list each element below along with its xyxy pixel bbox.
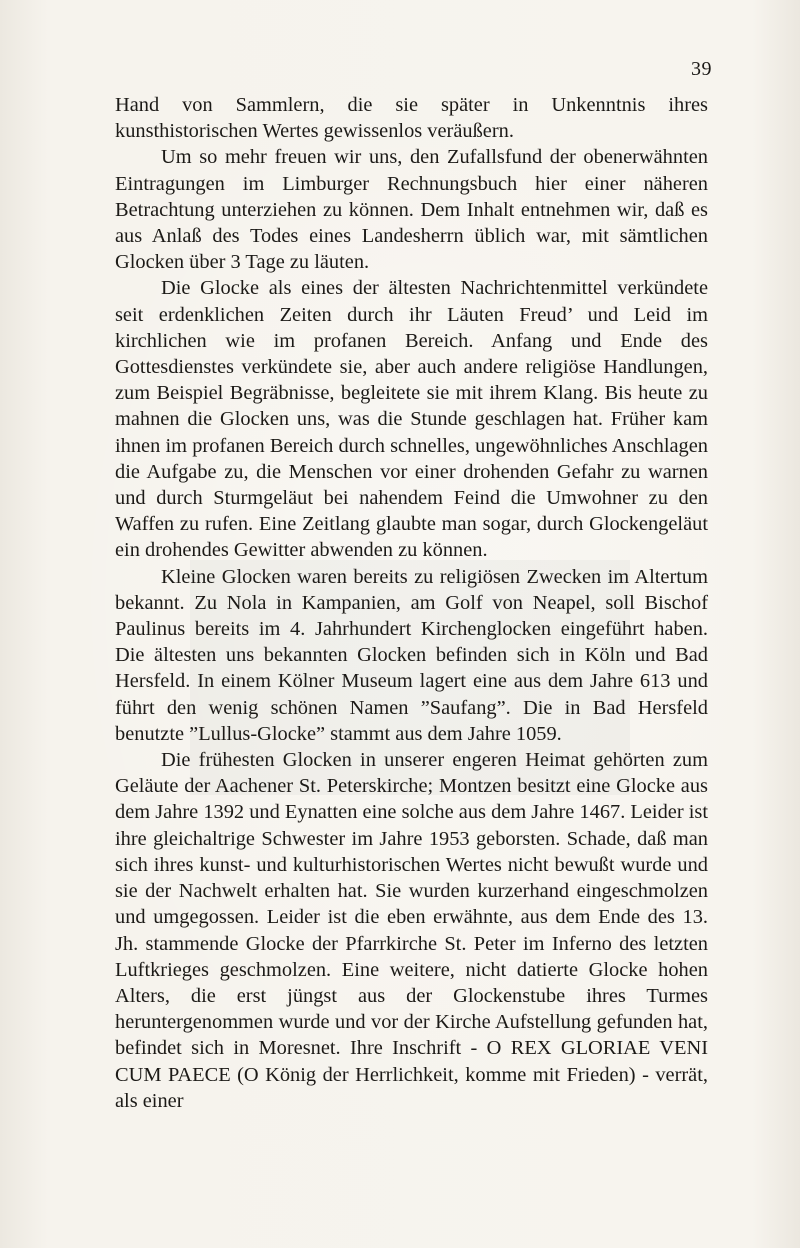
body-text (115, 92, 708, 1114)
page-number: 39 (691, 58, 712, 80)
paragraph-4: Kleine Glocken waren bereits zu religiösen Zwecken im Altertum bekannt. Zu Nola in Kampanien, am Golf von Neapel, soll Bischof Paulinus bereits im 4. Jahrhundert Kirchenglocken eingeführt haben. Die ältesten uns bekannten Glocken befinden sich in Köln und Bad Hersfeld. In einem Kölner Museum lagert eine aus dem Jahre 613 und führt den wenig schönen Namen ”Saufang”. Die in Bad Hersfeld benutzte ”Lullus-Glocke” stammt aus dem Jahre 1059. (115, 565, 708, 745)
paragraph-3: Die Glocke als eines der ältesten Nachrichtenmittel verkündete seit erdenklichen Zeiten durch ihr Läuten Freud’ und Leid im kirchlichen wie im profanen Bereich. Anfang und Ende des Gottesdienstes verkündete sie, aber auch andere religiöse Handlungen, zum Beispiel Begräbnisse, begleitete sie mit ihrem Klang. Bis heute zu mahnen die Glocken uns, was die Stunde geschlagen hat. Früher kam ihnen im profanen Bereich durch schnelles, ungewöhnliches Anschlagen die Aufgabe zu, die Menschen vor einer drohenden Gefahr zu warnen und durch Sturmgeläut bei nahendem Feind die Umwohner zu den Waffen zu rufen. Eine Zeitlang glaubte man sogar, durch Glockengeläut ein drohendes Gewitter abwenden zu können. (115, 277, 708, 562)
paragraph-1: Hand von Sammlern, die sie später in Unkenntnis ihres kunsthistorischen Wertes gewissenlos veräußern. (115, 94, 708, 143)
paragraph-5: Die frühesten Glocken in unserer engeren Heimat gehörten zum Geläute der Aachener St. Peterskirche; Montzen besitzt eine Glocke aus dem Jahre 1392 und Eynatten eine solche aus dem Jahre 1467. Leider ist ihre gleichaltrige Schwester im Jahre 1953 geborsten. Schade, daß man sich ihres kunst- und kulturhistorischen Wertes nicht bewußt wurde und sie der Nachwelt erhalten hat. Sie wurden kurzerhand eingeschmolzen und umgegossen. Leider ist die eben erwähnte, aus dem Ende des 13. Jh. stammende Glocke der Pfarrkirche St. Peter im Inferno des letzten Luftkrieges geschmolzen. Eine weitere, nicht datierte Glocke hohen Alters, die erst jüngst aus der Glockenstube ihres Turmes heruntergenommen wurde und vor der Kirche Aufstellung gefunden hat, befindet sich in Moresnet. Ihre Inschrift - O REX GLORIAE VENI CUM PAECE (O König der Herrlichkeit, komme mit Frieden) - verrät, als einer (115, 749, 708, 1112)
paragraph-2: Um so mehr freuen wir uns, den Zufallsfund der obenerwähnten Eintragungen im Limburger Rechnungsbuch hier einer näheren Betrachtung unterziehen zu können. Dem Inhalt entnehmen wir, daß es aus Anlaß des Todes eines Landesherrn üblich war, mit sämtlichen Glocken über 3 Tage zu läuten. (115, 146, 708, 274)
